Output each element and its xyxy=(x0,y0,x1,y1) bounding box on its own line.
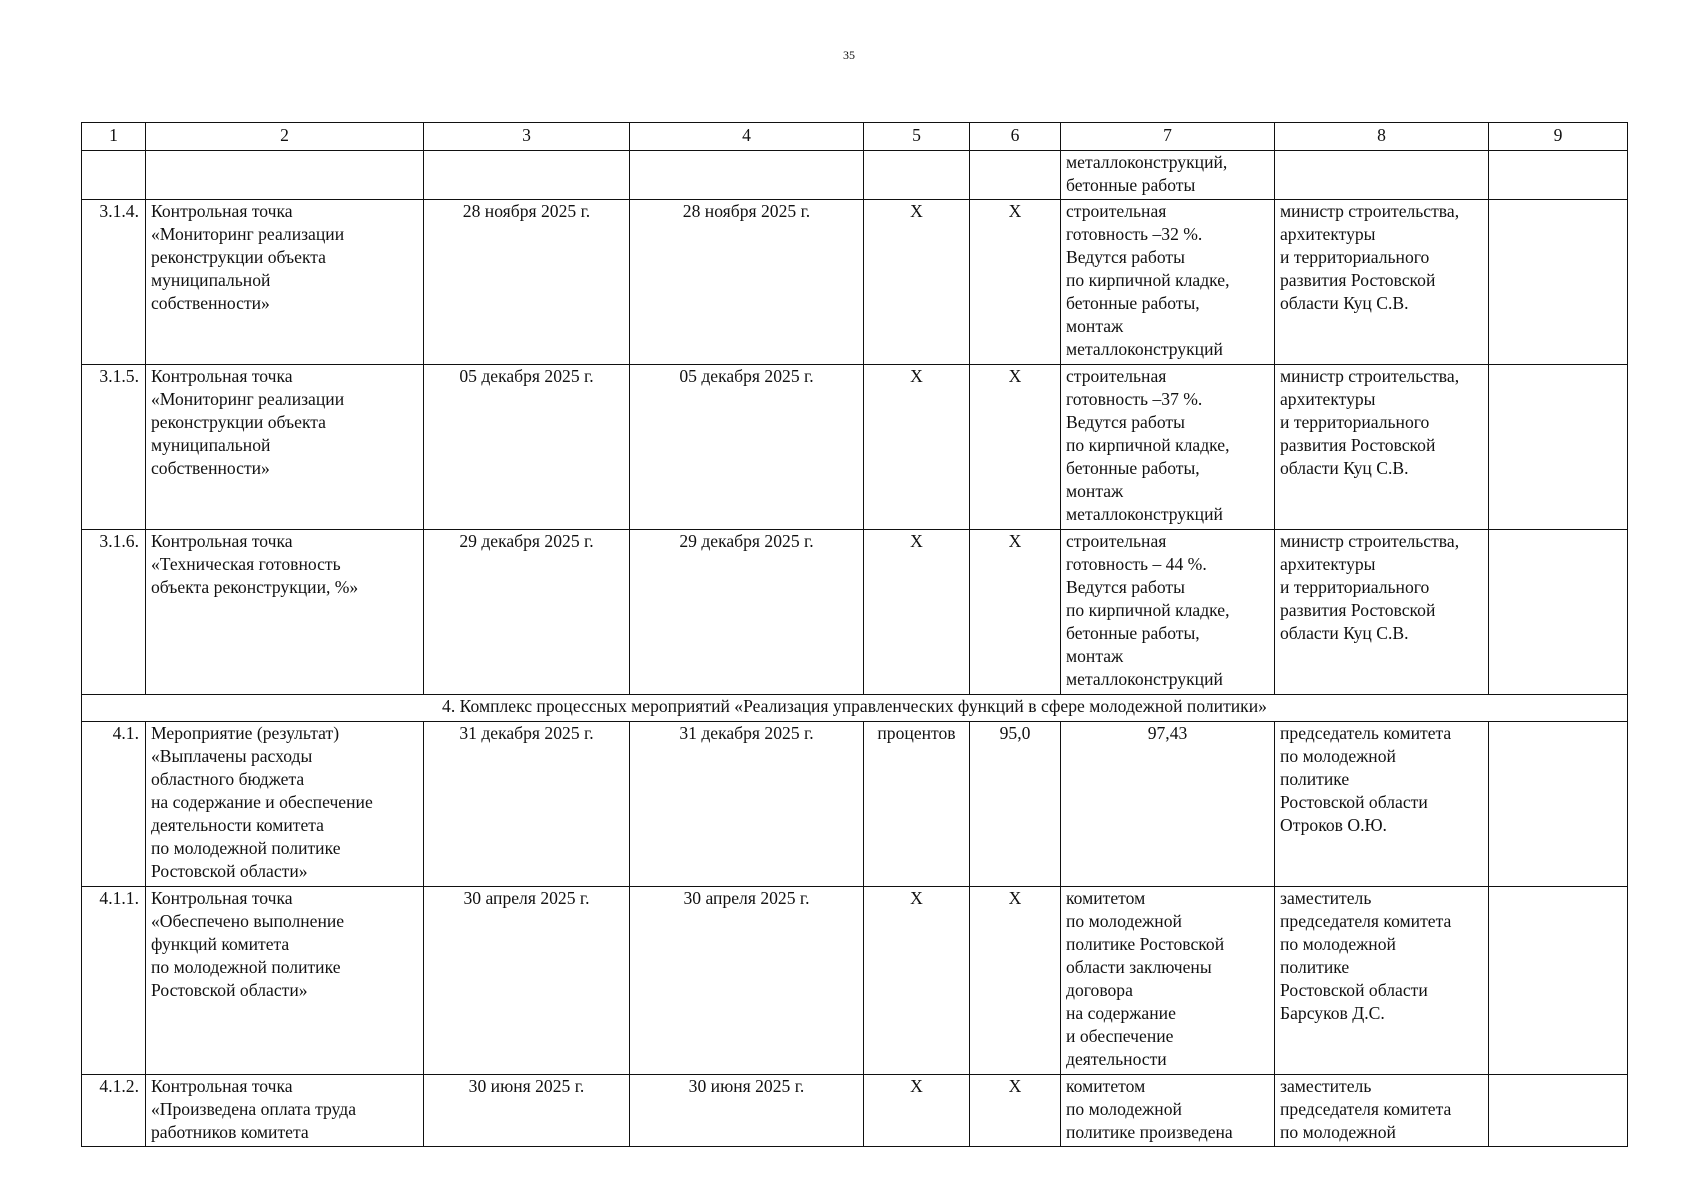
row-responsible: министр строительства, архитектуры и территориального развития Ростовской области Куц С.В. xyxy=(1275,365,1489,530)
row-value: X xyxy=(970,365,1061,530)
table-row xyxy=(82,365,1628,530)
row-actual-date: 30 июня 2025 г. xyxy=(630,1075,864,1147)
header-cell-8: 8 xyxy=(1275,123,1489,151)
row-unit: X xyxy=(864,365,970,530)
row-result: металлоконструкций, бетонные работы xyxy=(1061,151,1275,200)
row-result: комитетом по молодежной политике Ростовской области заключены договора на содержание и обеспечение деятельности xyxy=(1061,887,1275,1075)
row-responsible: председатель комитета по молодежной политике Ростовской области Отроков О.Ю. xyxy=(1275,722,1489,887)
table-row xyxy=(82,887,1628,1075)
header-cell-6: 6 xyxy=(970,123,1061,151)
header-cell-2: 2 xyxy=(146,123,424,151)
row-value: 95,0 xyxy=(970,722,1061,887)
row-plan-date: 31 декабря 2025 г. xyxy=(424,722,630,887)
row-actual-date: 28 ноября 2025 г. xyxy=(630,200,864,365)
row-note xyxy=(1489,722,1628,887)
report-table xyxy=(81,122,1628,1147)
row-value: X xyxy=(970,887,1061,1075)
section-header-row xyxy=(82,695,1628,722)
row-note xyxy=(1489,200,1628,365)
row-name: Контрольная точка «Мониторинг реализации реконструкции объекта муниципальной собственности» xyxy=(146,365,424,530)
row-value: X xyxy=(970,200,1061,365)
row-responsible: заместитель председателя комитета по молодежной политике Ростовской области Барсуков Д.С. xyxy=(1275,887,1489,1075)
row-responsible: министр строительства, архитектуры и территориального развития Ростовской области Куц С.В. xyxy=(1275,530,1489,695)
row-note xyxy=(1489,365,1628,530)
row-name: Мероприятие (результат) «Выплачены расходы областного бюджета на содержание и обеспечение деятельности комитета по молодежной политике Ростовской области» xyxy=(146,722,424,887)
page-number: 35 xyxy=(843,48,855,62)
row-value xyxy=(970,151,1061,200)
row-result: строительная готовность – 44 %. Ведутся работы по кирпичной кладке, бетонные работы, монтаж металлоконструкций xyxy=(1061,530,1275,695)
row-note xyxy=(1489,530,1628,695)
table-row xyxy=(82,722,1628,887)
table-row xyxy=(82,530,1628,695)
row-number: 4.1. xyxy=(82,722,146,887)
row-number: 4.1.1. xyxy=(82,887,146,1075)
row-number xyxy=(82,151,146,200)
header-cell-4: 4 xyxy=(630,123,864,151)
row-unit: процентов xyxy=(864,722,970,887)
row-actual-date: 30 апреля 2025 г. xyxy=(630,887,864,1075)
row-plan-date xyxy=(424,151,630,200)
row-plan-date: 30 апреля 2025 г. xyxy=(424,887,630,1075)
row-result: строительная готовность –32 %. Ведутся работы по кирпичной кладке, бетонные работы, монтаж металлоконструкций xyxy=(1061,200,1275,365)
table-row xyxy=(82,200,1628,365)
row-actual-date xyxy=(630,151,864,200)
header-cell-9: 9 xyxy=(1489,123,1628,151)
row-unit: X xyxy=(864,530,970,695)
row-note xyxy=(1489,887,1628,1075)
row-value: X xyxy=(970,530,1061,695)
table-row xyxy=(82,1075,1628,1147)
row-number: 3.1.5. xyxy=(82,365,146,530)
row-actual-date: 31 декабря 2025 г. xyxy=(630,722,864,887)
row-value: X xyxy=(970,1075,1061,1147)
header-cell-5: 5 xyxy=(864,123,970,151)
row-plan-date: 30 июня 2025 г. xyxy=(424,1075,630,1147)
row-name: Контрольная точка «Техническая готовность объекта реконструкции, %» xyxy=(146,530,424,695)
row-number: 4.1.2. xyxy=(82,1075,146,1147)
row-name: Контрольная точка «Мониторинг реализации реконструкции объекта муниципальной собственности» xyxy=(146,200,424,365)
row-name xyxy=(146,151,424,200)
row-result: 97,43 xyxy=(1061,722,1275,887)
row-unit: X xyxy=(864,200,970,365)
row-unit: X xyxy=(864,1075,970,1147)
row-name: Контрольная точка «Произведена оплата труда работников комитета xyxy=(146,1075,424,1147)
row-plan-date: 05 декабря 2025 г. xyxy=(424,365,630,530)
row-result: строительная готовность –37 %. Ведутся работы по кирпичной кладке, бетонные работы, монтаж металлоконструкций xyxy=(1061,365,1275,530)
header-cell-7: 7 xyxy=(1061,123,1275,151)
row-note xyxy=(1489,151,1628,200)
section-title: 4. Комплекс процессных мероприятий «Реализация управленческих функций в сфере молодежной политики» xyxy=(82,695,1628,722)
row-note xyxy=(1489,1075,1628,1147)
table-header-row xyxy=(82,123,1628,151)
row-responsible: заместитель председателя комитета по молодежной xyxy=(1275,1075,1489,1147)
row-name: Контрольная точка «Обеспечено выполнение функций комитета по молодежной политике Ростовской области» xyxy=(146,887,424,1075)
header-cell-3: 3 xyxy=(424,123,630,151)
header-cell-1: 1 xyxy=(82,123,146,151)
row-actual-date: 05 декабря 2025 г. xyxy=(630,365,864,530)
row-actual-date: 29 декабря 2025 г. xyxy=(630,530,864,695)
row-result: комитетом по молодежной политике произведена xyxy=(1061,1075,1275,1147)
row-unit: X xyxy=(864,887,970,1075)
table-row xyxy=(82,151,1628,200)
row-responsible: министр строительства, архитектуры и территориального развития Ростовской области Куц С.В. xyxy=(1275,200,1489,365)
row-number: 3.1.6. xyxy=(82,530,146,695)
row-unit xyxy=(864,151,970,200)
row-plan-date: 29 декабря 2025 г. xyxy=(424,530,630,695)
row-responsible xyxy=(1275,151,1489,200)
row-plan-date: 28 ноября 2025 г. xyxy=(424,200,630,365)
row-number: 3.1.4. xyxy=(82,200,146,365)
